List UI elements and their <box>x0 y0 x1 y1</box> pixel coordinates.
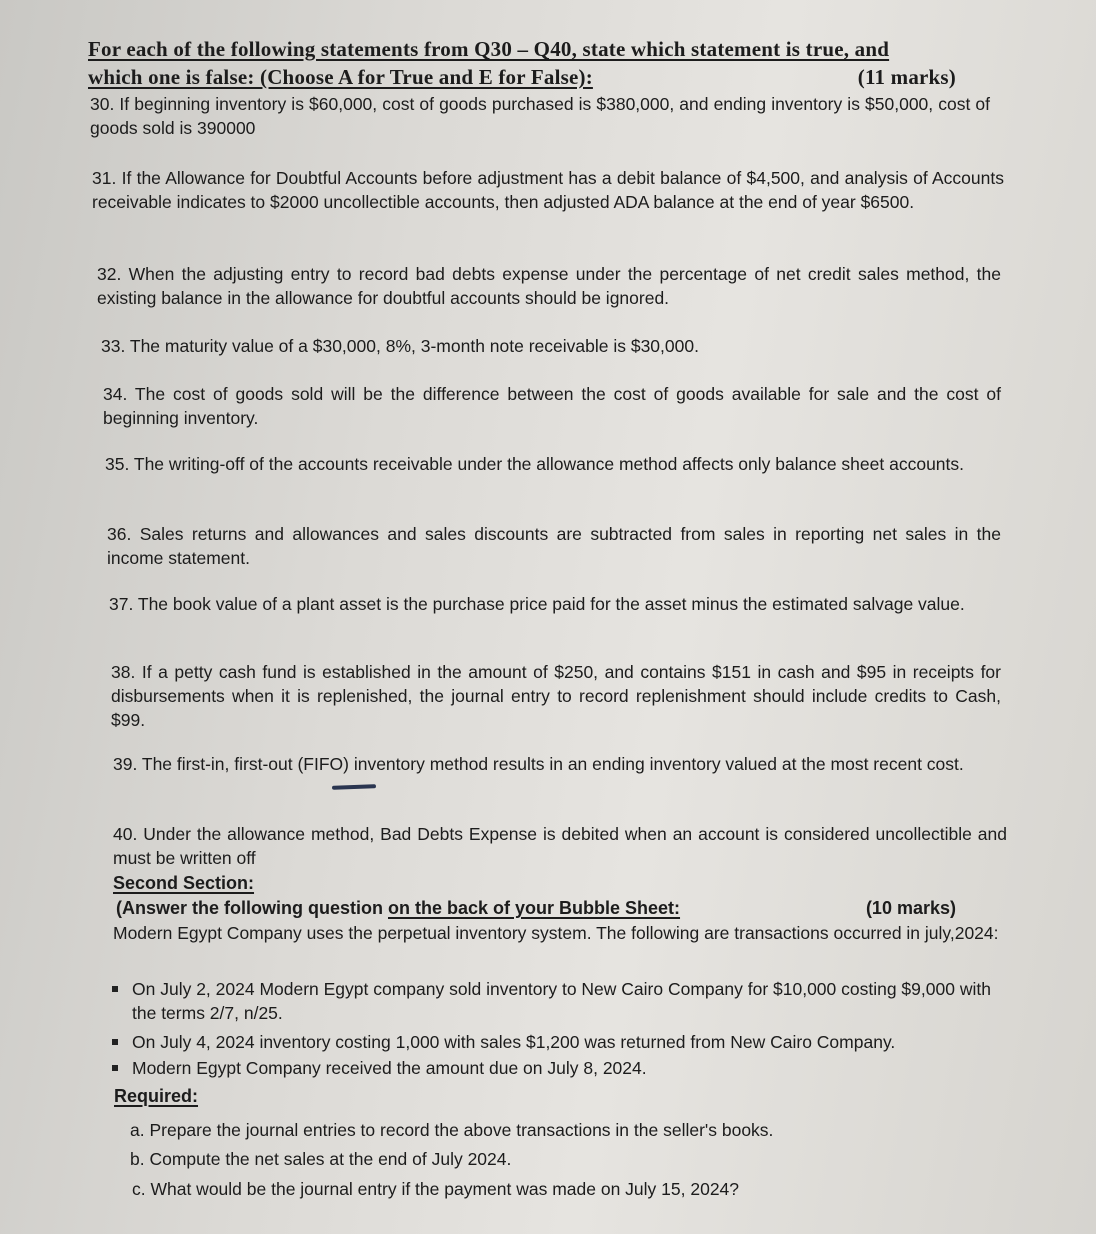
question-number: 36. <box>107 524 132 544</box>
question-number: 33. <box>101 336 126 356</box>
question-number: 40. <box>113 824 138 844</box>
question-text: If the Allowance for Doubtful Accounts before adjustment has a debit balance of $4,500, and analysis of Accounts receivable indicates to $2000 uncollectible accounts, then adjusted ADA balance at the end of year $6500. <box>92 168 1004 212</box>
question-number: 37. <box>109 594 134 614</box>
bullet-text: On July 2, 2024 Modern Egypt company sold inventory to New Cairo Company for $10,000 costing $9,000 with the terms 2/7, n/25. <box>132 979 991 1023</box>
question-34 <box>103 382 1001 430</box>
question-number: 39. <box>113 754 138 774</box>
question-35 <box>105 452 1001 476</box>
header-line-2 <box>88 64 1008 91</box>
question-31 <box>92 166 1004 214</box>
required-item-c: c. What would be the journal entry if the payment was made on July 15, 2024? <box>132 1179 740 1199</box>
question-text: The maturity value of a $30,000, 8%, 3-month note receivable is $30,000. <box>129 336 699 356</box>
question-text: The writing-off of the accounts receivable under the allowance method affects only balance sheet accounts. <box>133 454 965 474</box>
second-section-marks: (10 marks) <box>865 898 956 918</box>
question-text: The first-in, first-out (FIFO) inventory method results in an ending inventory valued at the most recent cost. <box>141 754 964 774</box>
second-section-intro: Modern Egypt Company uses the perpetual inventory system. The following are transactions occurred in july,2024: <box>113 923 999 943</box>
instruction-underlined: on the back of your Bubble Sheet: <box>388 898 681 918</box>
question-text: The cost of goods sold will be the difference between the cost of goods available for sale and the cost of beginning inventory. <box>103 384 1001 428</box>
bullet-icon <box>112 986 118 992</box>
header-line-1: For each of the following statements from Q30 – Q40, state which statement is true, and <box>88 37 890 61</box>
question-number: 38. <box>111 662 136 682</box>
question-number: 32. <box>97 264 122 284</box>
header-marks: (11 marks) <box>857 65 956 89</box>
question-number: 34. <box>103 384 128 404</box>
question-40 <box>113 822 1007 870</box>
question-38 <box>111 660 1001 732</box>
question-number: 30. <box>90 94 115 114</box>
bullet-item <box>112 1056 1012 1080</box>
second-section-title: Second Section: <box>113 873 255 893</box>
question-text: Sales returns and allowances and sales discounts are subtracted from sales in reporting net sales in the income statement. <box>107 524 1001 568</box>
question-text: Under the allowance method, Bad Debts Expense is debited when an account is considered uncollectible and must be written off <box>113 824 1007 868</box>
question-37 <box>109 592 1001 616</box>
header-line-2-text: which one is false: (Choose A for True and E for False): <box>88 65 593 89</box>
question-text: The book value of a plant asset is the purchase price paid for the asset minus the estimated salvage value. <box>137 594 965 614</box>
question-number: 35. <box>105 454 130 474</box>
question-32 <box>97 262 1001 310</box>
instruction-prefix: (Answer the following question <box>116 898 388 918</box>
question-39 <box>113 752 1003 776</box>
bullet-item <box>112 977 1012 1025</box>
required-title: Required: <box>114 1086 199 1106</box>
question-text: When the adjusting entry to record bad debts expense under the percentage of net credit sales method, the existing balance in the allowance for doubtful accounts should be ignored. <box>97 264 1001 308</box>
required-item-b: b. Compute the net sales at the end of July 2024. <box>130 1149 512 1169</box>
question-text: If a petty cash fund is established in the amount of $250, and contains $151 in cash and $95 in receipts for disbursements when it is replenished, the journal entry to record replenishment should include credits to Cash, $99. <box>111 662 1001 730</box>
required-item-a: a. Prepare the journal entries to record the above transactions in the seller's books. <box>130 1120 774 1140</box>
bullet-item <box>112 1030 1012 1054</box>
second-section-instruction <box>116 896 1006 920</box>
pen-mark <box>332 784 376 790</box>
bullet-text: Modern Egypt Company received the amount due on July 8, 2024. <box>132 1058 647 1078</box>
question-36 <box>107 522 1001 570</box>
question-30 <box>90 92 990 140</box>
question-number: 31. <box>92 168 117 188</box>
bullet-text: On July 4, 2024 inventory costing 1,000 with sales $1,200 was returned from New Cairo Company. <box>132 1032 896 1052</box>
bullet-icon <box>112 1065 118 1071</box>
question-33 <box>101 334 1001 358</box>
question-text: If beginning inventory is $60,000, cost of goods purchased is $380,000, and ending inventory is $50,000, cost of goods sold is 390000 <box>90 94 990 138</box>
bullet-icon <box>112 1039 118 1045</box>
